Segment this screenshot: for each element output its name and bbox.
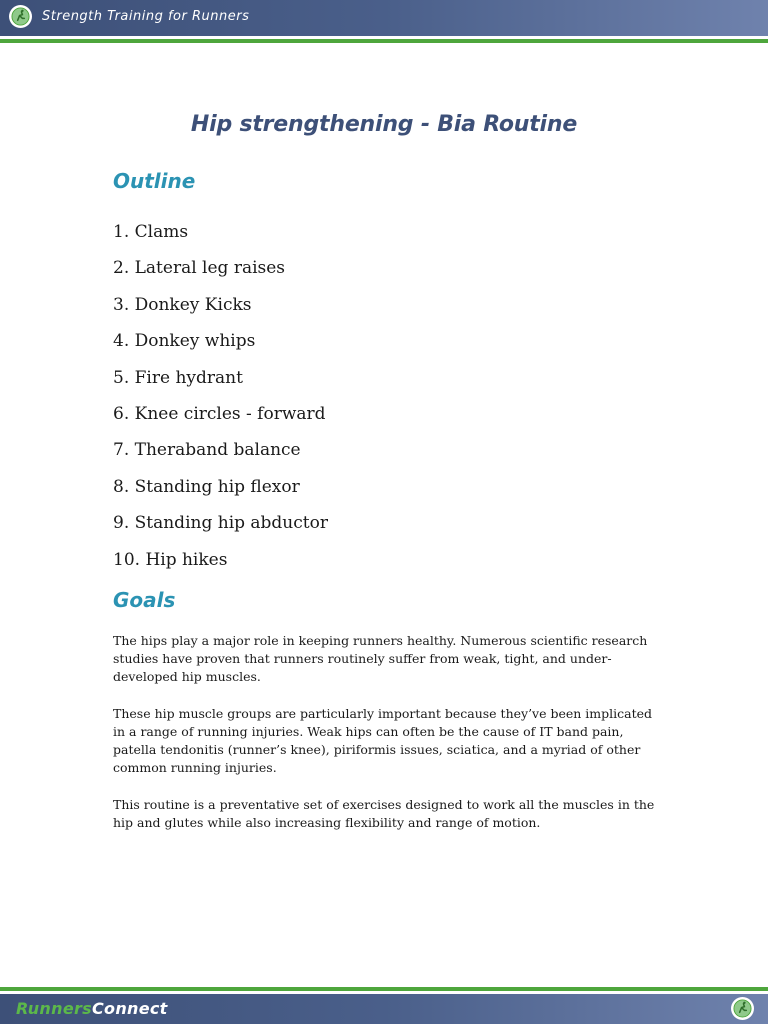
outline-item: 7. Theraband balance bbox=[113, 440, 301, 461]
brand-part-1: Runners bbox=[16, 999, 92, 1018]
outline-item: 9. Standing hip abductor bbox=[113, 513, 328, 534]
outline-item: 2. Lateral leg raises bbox=[113, 258, 286, 279]
runner-globe-icon bbox=[731, 997, 754, 1020]
goals-paragraph: The hips play a major role in keeping runners healthy. Numerous scientific research studies have proven that runners routinely suffer from weak, tight, and under-developed hip muscles. bbox=[113, 633, 648, 685]
document-title: Hip strengthening - Bia Routine bbox=[190, 112, 578, 137]
outline-item: 10. Hip hikes bbox=[113, 549, 228, 570]
outline-list bbox=[113, 220, 328, 584]
brand-part-2: Connect bbox=[91, 999, 168, 1018]
goals-paragraph: This routine is a preventative set of exercises designed to work all the muscles in the hip and glutes while also increasing flexibility and range of motion. bbox=[113, 796, 655, 830]
goals-heading: Goals bbox=[113, 588, 176, 612]
header-accent-line bbox=[0, 39, 768, 43]
runner-globe-icon bbox=[9, 5, 32, 28]
outline-item: 8. Standing hip flexor bbox=[113, 476, 300, 497]
header-bar bbox=[0, 0, 768, 36]
outline-item: 6. Knee circles - forward bbox=[113, 403, 326, 424]
goals-paragraph: These hip muscle groups are particularly important because they’ve been implicated in a range of running injuries. Weak hips can often be the cause of IT band pain, patella tendonitis (runner’s knee), piriformis issues, sciatica, and a myriad of other common running injuries. bbox=[113, 705, 653, 776]
outline-item: 4. Donkey whips bbox=[113, 331, 256, 352]
goals-body bbox=[113, 632, 658, 850]
header-title: Strength Training for Runners bbox=[42, 9, 250, 24]
outline-item: 1. Clams bbox=[113, 222, 189, 242]
outline-heading: Outline bbox=[113, 169, 196, 193]
footer-brand-logo bbox=[16, 999, 168, 1018]
outline-item: 5. Fire hydrant bbox=[113, 367, 243, 388]
footer-bar bbox=[0, 994, 768, 1024]
outline-item: 3. Donkey Kicks bbox=[113, 294, 252, 315]
